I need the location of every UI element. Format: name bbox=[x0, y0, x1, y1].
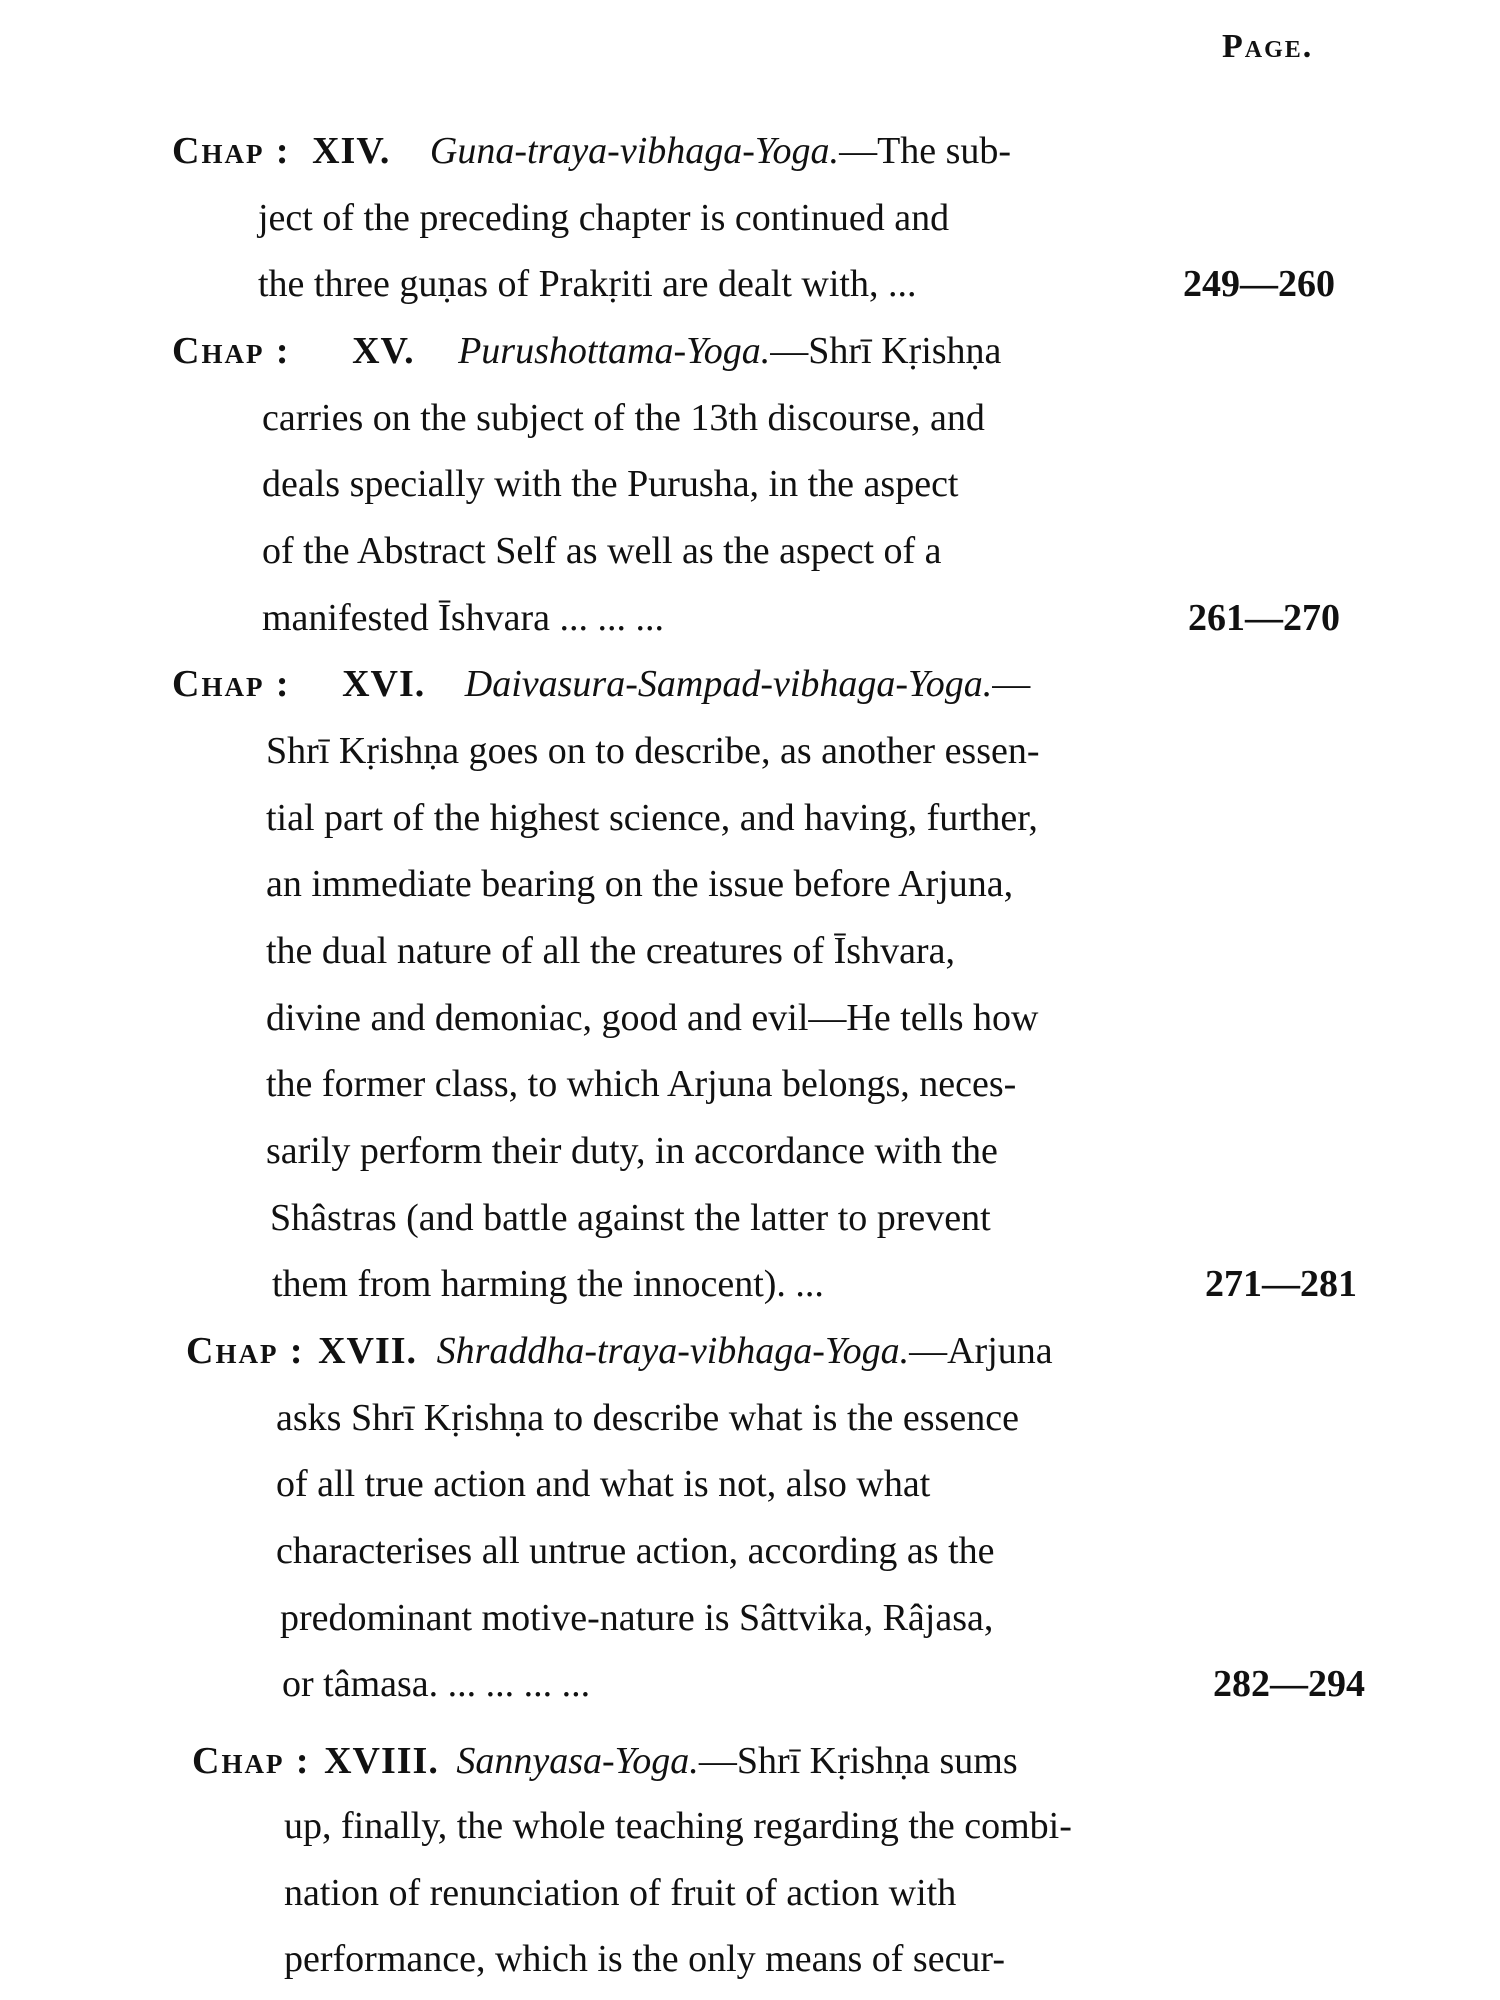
chapter-word: Chap : bbox=[192, 1740, 311, 1782]
chapter-title: Guna-traya-vibhaga-Yoga. bbox=[429, 130, 840, 172]
chapter-word: Chap : bbox=[172, 130, 291, 172]
chapter-title: Purushottama-Yoga. bbox=[458, 330, 771, 372]
chapter-description-line: the dual nature of all the creatures of Īshvara, bbox=[266, 930, 955, 972]
chapter-description-start: — bbox=[992, 663, 1031, 705]
chapter-description-line: tial part of the highest science, and having, further, bbox=[266, 797, 1038, 839]
chapter-title: Daivasura-Sampad-vibhaga-Yoga. bbox=[464, 663, 993, 705]
chapter-description-line: of the Abstract Self as well as the aspect of a bbox=[262, 530, 942, 572]
chapter-description-line: characterises all untrue action, according as the bbox=[276, 1530, 995, 1572]
chapter-number: XVIII. bbox=[324, 1740, 439, 1782]
chapter-description-line: the three guṇas of Prakṛiti are dealt with, ... bbox=[258, 263, 917, 305]
chapter-description-line: an immediate bearing on the issue before Arjuna, bbox=[266, 863, 1014, 905]
chapter-description-start: —Arjuna bbox=[909, 1330, 1053, 1372]
chapter-description-line: nation of renunciation of fruit of action with bbox=[284, 1872, 957, 1914]
chapter-title: Shraddha-traya-vibhaga-Yoga. bbox=[436, 1330, 910, 1372]
chapter-page-range: 271—281 bbox=[1205, 1263, 1357, 1305]
chapter-heading bbox=[192, 1735, 1018, 1787]
chapter-description-line: the former class, to which Arjuna belongs, neces- bbox=[266, 1063, 1017, 1105]
chapter-description-line: Shâstras (and battle against the latter to prevent bbox=[270, 1197, 991, 1239]
chapter-description-start: —Shrī Kṛishṇa sums bbox=[698, 1740, 1018, 1782]
chapter-description-line: carries on the subject of the 13th discourse, and bbox=[262, 397, 985, 439]
chapter-description-line: Shrī Kṛishṇa goes on to describe, as another essen- bbox=[266, 730, 1040, 772]
chapter-word: Chap : bbox=[172, 330, 291, 372]
chapter-page-range: 261—270 bbox=[1188, 597, 1340, 639]
chapter-title: Sannyasa-Yoga. bbox=[456, 1740, 699, 1782]
chapter-page-range: 249—260 bbox=[1183, 263, 1335, 305]
chapter-description-line: of all true action and what is not, also what bbox=[276, 1463, 931, 1505]
chapter-number: XVI. bbox=[342, 663, 426, 705]
chapter-heading bbox=[186, 1325, 1053, 1377]
chapter-description-line: predominant motive-nature is Sâttvika, Râjasa, bbox=[280, 1597, 994, 1639]
chapter-heading bbox=[172, 125, 1011, 177]
chapter-description-line: up, finally, the whole teaching regarding the combi- bbox=[284, 1805, 1072, 1847]
chapter-description-line: manifested Īshvara ... ... ... bbox=[262, 597, 665, 639]
chapter-description-line: deals specially with the Purusha, in the aspect bbox=[262, 463, 959, 505]
chapter-number: XVII. bbox=[318, 1330, 418, 1372]
chapter-word: Chap : bbox=[172, 663, 291, 705]
chapter-description-line: asks Shrī Kṛishṇa to describe what is the essence bbox=[276, 1397, 1019, 1439]
chapter-description-line: ject of the preceding chapter is continued and bbox=[258, 197, 950, 239]
chapter-word: Chap : bbox=[186, 1330, 305, 1372]
chapter-heading bbox=[172, 658, 1030, 710]
chapter-description-line: sarily perform their duty, in accordance with the bbox=[266, 1130, 998, 1172]
chapter-heading bbox=[172, 325, 1001, 377]
chapter-description-line: them from harming the innocent). ... bbox=[272, 1263, 824, 1305]
chapter-description-line: or tâmasa. ... ... ... ... bbox=[282, 1663, 591, 1705]
chapter-number: XV. bbox=[352, 330, 415, 372]
chapter-description-line: performance, which is the only means of secur- bbox=[284, 1938, 1005, 1980]
chapter-description-start: —Shrī Kṛishṇa bbox=[770, 330, 1002, 372]
chapter-page-range: 282—294 bbox=[1213, 1663, 1365, 1705]
page-column-label: Page. bbox=[1222, 28, 1314, 65]
chapter-number: XIV. bbox=[312, 130, 391, 172]
chapter-description-line: divine and demoniac, good and evil—He tells how bbox=[266, 997, 1039, 1039]
chapter-description-start: —The sub- bbox=[839, 130, 1012, 172]
